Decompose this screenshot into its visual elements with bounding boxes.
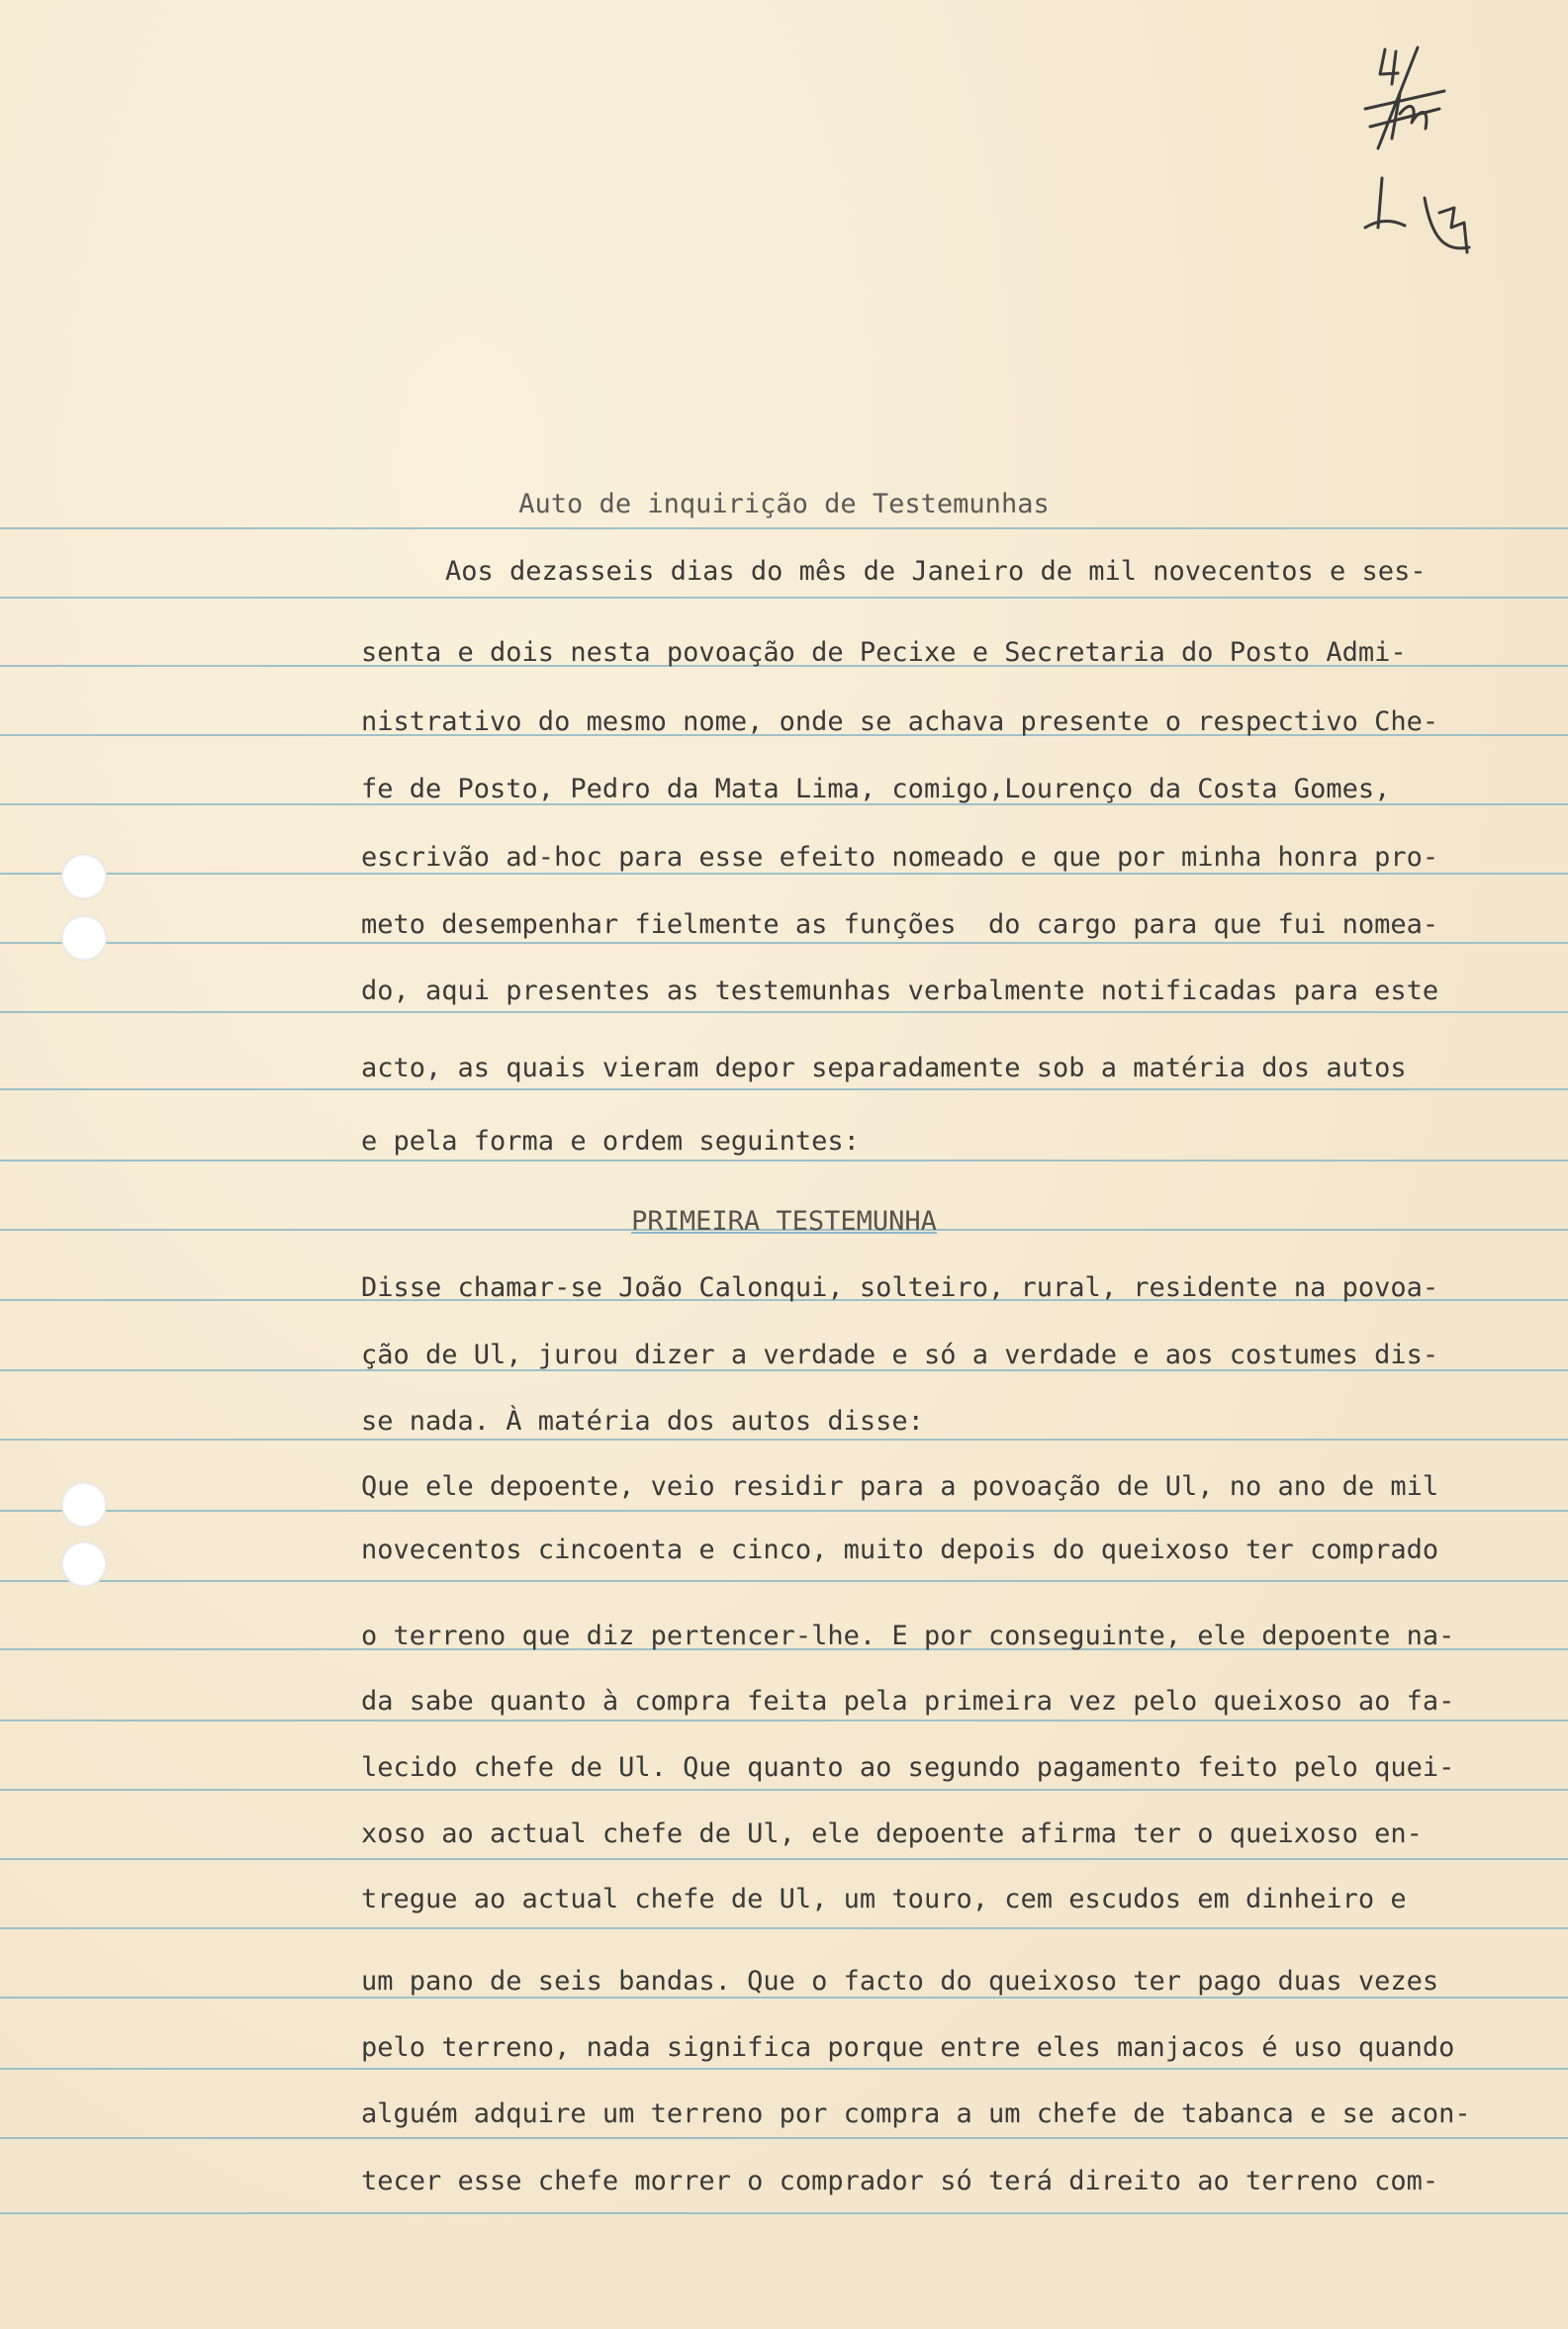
text-line: ção de Ul, jurou dizer a verdade e só a verdade e aos costumes dis- bbox=[361, 1340, 1439, 1370]
text-line: xoso ao actual chefe de Ul, ele depoente afirma ter o queixoso en- bbox=[361, 1818, 1423, 1849]
text-line: alguém adquire um terreno por compra a um chefe de tabanca e se acon- bbox=[361, 2098, 1471, 2129]
ruled-line bbox=[0, 2068, 1568, 2070]
text-line: da sabe quanto à compra feita pela primeira vez pelo queixoso ao fa- bbox=[361, 1686, 1455, 1717]
ruled-line bbox=[0, 1160, 1568, 1162]
text-line: senta e dois nesta povoação de Pecixe e Secretaria do Posto Admi- bbox=[361, 637, 1407, 668]
ruled-line bbox=[0, 1720, 1568, 1722]
text-line: do, aqui presentes as testemunhas verbalmente notificadas para este bbox=[361, 976, 1439, 1006]
text-line: se nada. À matéria dos autos disse: bbox=[361, 1406, 924, 1437]
text-line: fe de Posto, Pedro da Mata Lima, comigo,Lourenço da Costa Gomes, bbox=[361, 774, 1391, 804]
text-line: Que ele depoente, veio residir para a povoação de Ul, no ano de mil bbox=[361, 1471, 1439, 1502]
handwritten-folio-mark bbox=[1340, 40, 1489, 307]
ruled-line bbox=[0, 1789, 1568, 1791]
ruled-line bbox=[0, 1858, 1568, 1860]
ruled-line bbox=[0, 942, 1568, 944]
text-line: novecentos cincoenta e cinco, muito depois do queixoso ter comprado bbox=[361, 1535, 1439, 1565]
punch-hole bbox=[61, 1541, 107, 1587]
text-line: um pano de seis bandas. Que o facto do queixoso ter pago duas vezes bbox=[361, 1966, 1439, 1997]
document-title: Auto de inquirição de Testemunhas bbox=[518, 489, 1050, 519]
ruled-line bbox=[0, 2212, 1568, 2214]
text-line: acto, as quais vieram depor separadamente sob a matéria dos autos bbox=[361, 1053, 1407, 1083]
text-line: o terreno que diz pertencer-lhe. E por conseguinte, ele depoente na- bbox=[361, 1621, 1455, 1651]
text-line: pelo terreno, nada significa porque entre eles manjacos é uso quando bbox=[361, 2032, 1455, 2063]
text-line: meto desempenhar fielmente as funções do cargo para que fui nomea- bbox=[361, 909, 1439, 940]
ruled-line bbox=[0, 1011, 1568, 1013]
text-line: e pela forma e ordem seguintes: bbox=[361, 1126, 860, 1157]
text-line: nistrativo do mesmo nome, onde se achava presente o respectivo Che- bbox=[361, 706, 1439, 737]
ruled-line bbox=[0, 1510, 1568, 1512]
text-line: tecer esse chefe morrer o comprador só terá direito ao terreno com- bbox=[361, 2166, 1439, 2196]
ruled-line bbox=[0, 527, 1568, 529]
punch-hole bbox=[61, 1482, 107, 1528]
ruled-line bbox=[0, 1088, 1568, 1090]
section-heading: PRIMEIRA TESTEMUNHA bbox=[631, 1206, 937, 1237]
text-line: tregue ao actual chefe de Ul, um touro, cem escudos em dinheiro e bbox=[361, 1884, 1407, 1914]
text-line: lecido chefe de Ul. Que quanto ao segundo pagamento feito pelo quei- bbox=[361, 1752, 1455, 1783]
text-line: Aos dezasseis dias do mês de Janeiro de mil novecentos e ses- bbox=[445, 556, 1427, 587]
punch-hole bbox=[61, 854, 107, 899]
text-line: Disse chamar-se João Calonqui, solteiro, rural, residente na povoa- bbox=[361, 1272, 1439, 1303]
ruled-line bbox=[0, 1439, 1568, 1441]
ruled-line bbox=[0, 1580, 1568, 1582]
text-line: escrivão ad-hoc para esse efeito nomeado e que por minha honra pro- bbox=[361, 842, 1439, 873]
ruled-line bbox=[0, 1927, 1568, 1929]
punch-hole bbox=[61, 915, 107, 961]
ruled-line bbox=[0, 2137, 1568, 2139]
ruled-line bbox=[0, 597, 1568, 599]
